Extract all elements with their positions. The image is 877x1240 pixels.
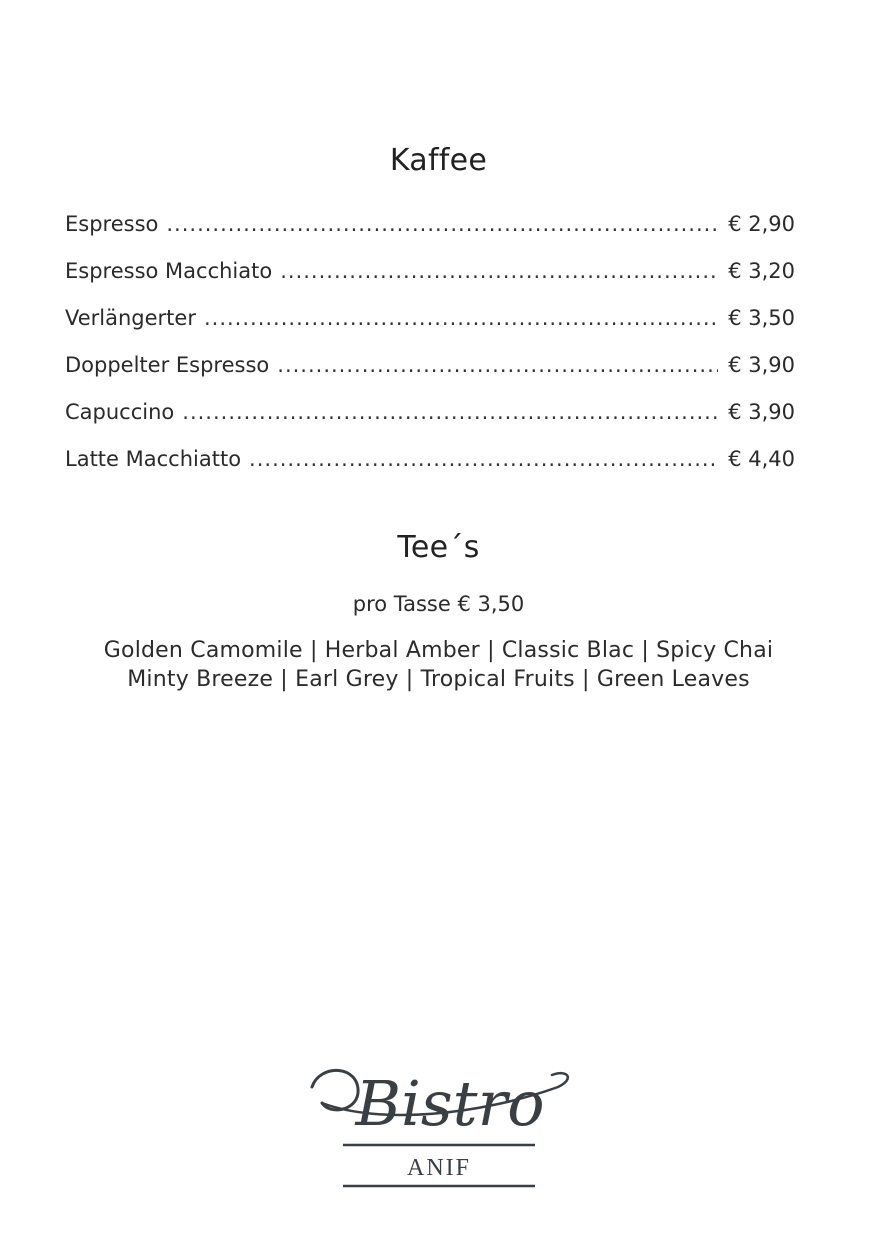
menu-item-price: € 3,20 bbox=[728, 259, 795, 283]
menu-item-verlaengerter bbox=[65, 306, 795, 353]
kaffee-menu-list bbox=[65, 212, 795, 494]
menu-item-name: Doppelter Espresso bbox=[65, 353, 270, 377]
menu-item-latte-macchiatto bbox=[65, 447, 795, 494]
dot-leader bbox=[280, 259, 718, 283]
logo-subtitle: ANIF bbox=[406, 1155, 472, 1181]
dot-leader bbox=[204, 306, 718, 330]
dot-leader bbox=[166, 212, 718, 236]
tee-varieties-line-2: Minty Breeze | Earl Grey | Tropical Fruits | Green Leaves bbox=[127, 667, 750, 692]
tee-section-title: Tee´s bbox=[397, 530, 480, 565]
tee-varieties-line-1: Golden Camomile | Herbal Amber | Classic Blac | Spicy Chai bbox=[103, 638, 774, 663]
menu-item-name: Capuccino bbox=[65, 400, 175, 424]
dot-leader bbox=[249, 447, 718, 471]
kaffee-section-title: Kaffee bbox=[389, 143, 488, 178]
logo-swash-left bbox=[312, 1070, 358, 1109]
menu-item-name: Espresso Macchiato bbox=[65, 259, 273, 283]
menu-item-price: € 3,50 bbox=[728, 306, 795, 330]
menu-item-espresso-macchiato bbox=[65, 259, 795, 306]
menu-item-price: € 3,90 bbox=[728, 353, 795, 377]
bistro-anif-logo bbox=[300, 1045, 580, 1195]
dot-leader bbox=[277, 353, 718, 377]
menu-item-price: € 4,40 bbox=[728, 447, 795, 471]
menu-item-price: € 2,90 bbox=[728, 212, 795, 236]
tee-price-line: pro Tasse € 3,50 bbox=[352, 592, 525, 616]
menu-item-doppelter-espresso bbox=[65, 353, 795, 400]
menu-item-name: Verlängerter bbox=[65, 306, 196, 330]
menu-item-name: Espresso bbox=[65, 212, 159, 236]
menu-item-capuccino bbox=[65, 400, 795, 447]
logo-script-word: Bistro bbox=[355, 1067, 545, 1140]
dot-leader bbox=[182, 400, 718, 424]
menu-item-name: Latte Macchiatto bbox=[65, 447, 242, 471]
menu-item-price: € 3,90 bbox=[728, 400, 795, 424]
menu-item-espresso bbox=[65, 212, 795, 259]
